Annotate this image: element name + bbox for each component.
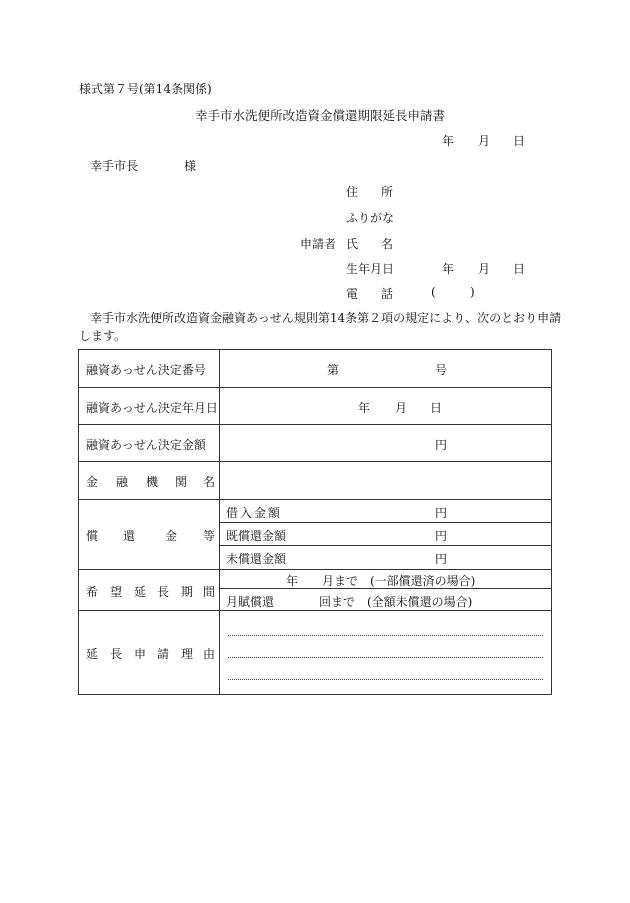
institution-label-5: 名	[203, 475, 216, 489]
repayment-label-3: 金	[165, 529, 178, 543]
label-cell	[79, 462, 220, 500]
unpaid-amount-label: 未償還金額	[226, 552, 287, 566]
decision-number-label: 融資あっせん決定番号	[86, 363, 206, 377]
institution-label-3: 機	[146, 475, 159, 489]
label-cell	[79, 611, 220, 695]
reason-line	[228, 635, 543, 636]
intro-text-line2: します。	[79, 329, 127, 343]
label-cell	[79, 350, 220, 388]
label-cell	[79, 570, 220, 611]
phone-paren-open: (	[431, 285, 436, 299]
reason-label-4: 請	[157, 647, 170, 661]
institution-label-1: 金	[86, 475, 99, 489]
table-row-decision-amount	[79, 425, 552, 462]
reason-label-3: 申	[134, 647, 147, 661]
decision-amount-cell[interactable]	[220, 425, 552, 462]
repaid-amount-label: 既償還金額	[226, 529, 287, 543]
decision-number-suffix: 号	[435, 363, 448, 377]
extension-reason-cell[interactable]	[220, 611, 552, 695]
period-label-5: 期	[181, 585, 194, 599]
reason-line	[228, 679, 543, 680]
institution-label-2: 融	[116, 475, 129, 489]
period-label-3: 延	[134, 585, 147, 599]
period-label-6: 間	[203, 585, 216, 599]
table-row-repayment	[79, 500, 552, 570]
decision-date-year: 年	[358, 401, 371, 415]
decision-number-cell[interactable]	[220, 350, 552, 388]
date-day: 日	[513, 134, 526, 148]
period-label-4: 長	[157, 585, 170, 599]
applicant-role-label: 申請者	[300, 237, 337, 251]
decision-date-cell[interactable]	[220, 388, 552, 425]
furigana-label: ふりがな	[346, 211, 395, 225]
reason-label-2: 長	[110, 647, 123, 661]
institution-label-4: 関	[175, 475, 188, 489]
table-row-decision-number	[79, 350, 552, 388]
phone-label-1: 電	[346, 287, 359, 301]
decision-amount-unit: 円	[435, 438, 448, 452]
address-label-2: 所	[381, 185, 394, 199]
application-table	[78, 349, 552, 695]
monthly-repayment-label: 月賦償還	[226, 595, 275, 609]
phone-label-2: 話	[381, 287, 394, 301]
label-cell	[79, 425, 220, 462]
reason-label-6: 由	[203, 647, 216, 661]
period-partial-text: 月まで (一部償還済の場合)	[322, 574, 476, 588]
date-year: 年	[442, 134, 455, 148]
financial-institution-cell[interactable]	[220, 462, 552, 500]
addressee: 幸手市長	[90, 159, 139, 173]
label-cell	[79, 500, 220, 570]
decision-date-month: 月	[395, 401, 408, 415]
unpaid-amount-unit[interactable]: 円	[435, 552, 448, 566]
period-label-2: 望	[110, 585, 123, 599]
table-row-extension-reason	[79, 611, 552, 695]
period-year: 年	[286, 574, 299, 588]
reason-label-5: 理	[181, 647, 194, 661]
decision-date-label: 融資あっせん決定年月日	[86, 401, 218, 415]
birthdate-label: 生年月日	[346, 262, 395, 276]
decision-amount-label: 融資あっせん決定金額	[86, 438, 206, 452]
period-label-1: 希	[86, 585, 99, 599]
name-label-2: 名	[381, 237, 394, 251]
repayment-label-4: 等	[203, 529, 216, 543]
period-full-text: 回まで (全額未償還の場合)	[319, 595, 473, 609]
phone-paren-close: )	[470, 285, 475, 299]
birth-year: 年	[442, 262, 455, 276]
birth-month: 月	[478, 262, 491, 276]
loan-amount-label: 借入金額	[226, 506, 283, 520]
repayment-label-2: 還	[123, 529, 136, 543]
document-title: 幸手市水洗便所改造資金償還期限延長申請書	[195, 108, 446, 123]
repayment-label-1: 償	[86, 529, 99, 543]
reason-line	[228, 657, 543, 658]
form-number: 様式第７号(第14条関係)	[79, 82, 212, 96]
reason-label-1: 延	[86, 647, 99, 661]
table-row-extension-period	[79, 570, 552, 611]
decision-number-prefix: 第	[327, 363, 340, 377]
address-label-1: 住	[346, 185, 359, 199]
decision-date-day: 日	[430, 401, 443, 415]
intro-text-line1: 幸手市水洗便所改造資金融資あっせん規則第14条第２項の規定により、次のとおり申請	[90, 311, 562, 325]
table-row-financial-institution	[79, 462, 552, 500]
name-label-1: 氏	[346, 237, 359, 251]
label-cell	[79, 388, 220, 425]
addressee-suffix: 様	[184, 159, 197, 173]
table-row-decision-date	[79, 388, 552, 425]
loan-amount-unit[interactable]: 円	[435, 506, 448, 520]
repayment-cell	[220, 500, 552, 570]
repaid-amount-unit[interactable]: 円	[435, 529, 448, 543]
date-month: 月	[478, 134, 491, 148]
extension-period-cell[interactable]	[220, 570, 552, 611]
birth-day: 日	[513, 262, 526, 276]
